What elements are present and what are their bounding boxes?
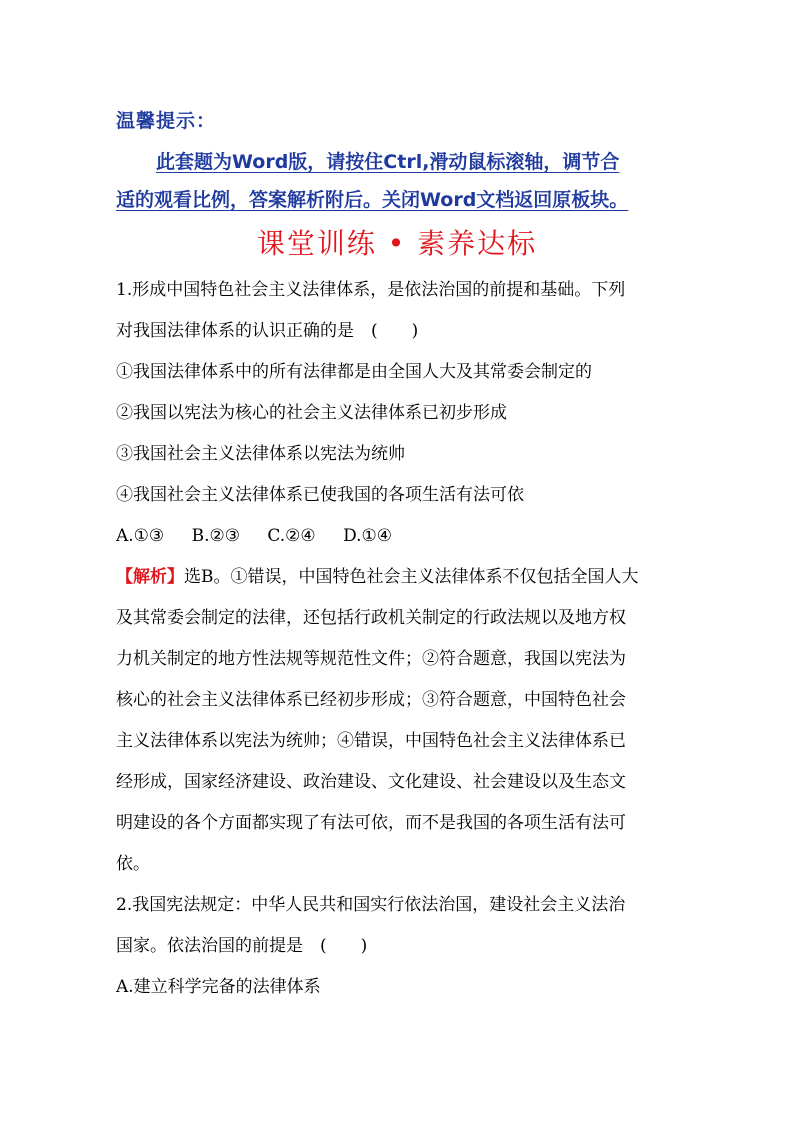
- q1-statement: ②我国以宪法为核心的社会主义法律体系已初步形成: [116, 403, 507, 423]
- q1-analysis-line: 经形成，国家经济建设、政治建设、文化建设、社会建设以及生态文: [116, 772, 626, 792]
- q1-options: [116, 516, 691, 557]
- q1-analysis-line: 及其常委会制定的法律，还包括行政机关制定的行政法规以及地方权: [116, 608, 626, 628]
- section-title: 课堂训练 • 素养达标: [256, 227, 538, 260]
- q1-analysis-line: 明建设的各个方面都实现了有法可依，而不是我国的各项生活有法可: [116, 813, 626, 833]
- q1-option-b: B.②③: [191, 526, 240, 546]
- q1-analysis-line: 力机关制定的地方性法规等规范性文件；②符合题意，我国以宪法为: [116, 649, 626, 669]
- q2-stem-line: 2.我国宪法规定：中华人民共和国实行依法治国，建设社会主义法治: [116, 895, 626, 915]
- q1-option-d: D.①④: [343, 526, 392, 546]
- q1-statement: ①我国法律体系中的所有法律都是由全国人大及其常委会制定的: [116, 362, 592, 382]
- q1-statement: ③我国社会主义法律体系以宪法为统帅: [116, 444, 405, 464]
- q1-analysis-line: 依。: [116, 854, 150, 874]
- q1-stem-line: 对我国法律体系的认识正确的是 ( ): [116, 321, 419, 341]
- q2-stem-line: 国家。依法治国的前提是 ( ): [116, 936, 368, 956]
- question-content: [116, 270, 691, 1008]
- q1-statement: ④我国社会主义法律体系已使我国的各项生活有法可依: [116, 485, 524, 505]
- tip-body: [116, 143, 686, 219]
- analysis-text: 选B。①错误，中国特色社会主义法律体系不仅包括全国人大: [184, 567, 639, 587]
- q1-option-c: C.②④: [267, 526, 316, 546]
- q1-analysis-line: 主义法律体系以宪法为统帅；④错误，中国特色社会主义法律体系已: [116, 731, 626, 751]
- q2-option-a: A.建立科学完备的法律体系: [116, 977, 321, 997]
- q1-stem-line: 1.形成中国特色社会主义法律体系，是依法治国的前提和基础。下列: [116, 280, 626, 300]
- q1-analysis-line: 核心的社会主义法律体系已经初步形成；③符合题意，中国特色社会: [116, 690, 626, 710]
- tip-line: 此套题为Word版，请按住Ctrl,滑动鼠标滚轴，调节合: [156, 151, 620, 173]
- q1-analysis-first-line: [116, 557, 691, 598]
- q1-option-a: A.①③: [116, 526, 165, 546]
- tip-line: 适的观看比例，答案解析附后。关闭Word文档返回原板块。: [116, 189, 629, 211]
- analysis-tag: 【解析】: [116, 567, 184, 587]
- tip-title: 温馨提示：: [116, 110, 217, 132]
